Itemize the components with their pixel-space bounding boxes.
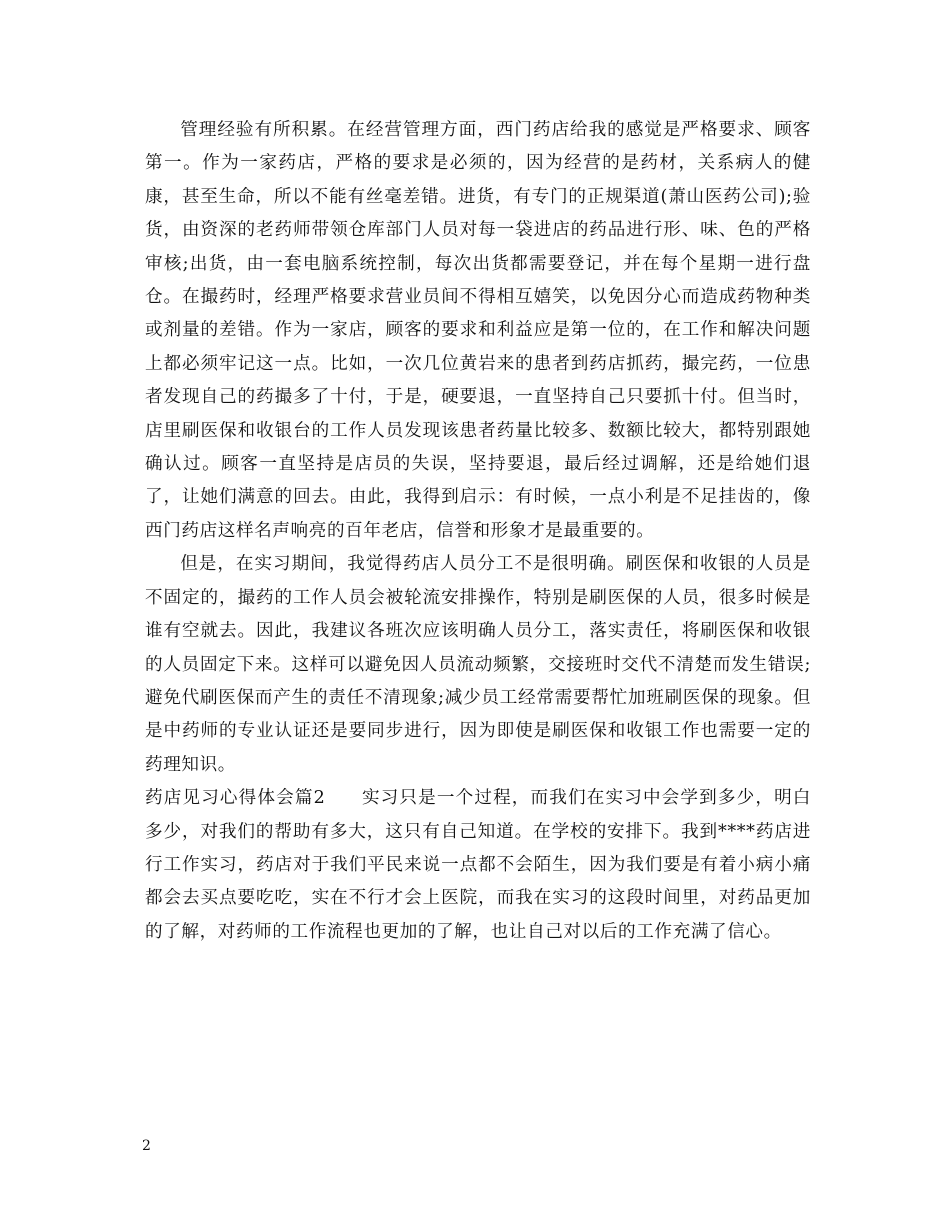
section-heading: 药店见习心得体会篇2 [145,788,326,809]
section-pharmacy-internship [145,782,811,949]
paragraph-management-experience: 管理经验有所积累。在经营管理方面，西门药店给我的感觉是严格要求、顾客第一。作为一家药店，严格的要求是必须的，因为经营的是药材，关系病人的健康，甚至生命，所以不能有丝毫差错。进货，有专门的正规渠道(萧山医药公司);验货，由资深的老药师带领仓库部门人员对每一袋进店的药品进行形、味、色的严格审核;出货，由一套电脑系统控制，每次出货都需要登记，并在每个星期一进行盘仓。在撮药时，经理严格要求营业员间不得相互嬉笑，以免因分心而造成药物种类或剂量的差错。作为一家店，顾客的要求和利益应是第一位的，在工作和解决问题上都必须牢记这一点。比如，一次几位黄岩来的患者到药店抓药，撮完药，一位患者发现自己的药撮多了十付，于是，硬要退，一直坚持自己只要抓十付。但当时，店里刷医保和收银台的工作人员发现该患者药量比较多、数额比较大，都特别跟她确认过。顾客一直坚持是店员的失误，坚持要退，最后经过调解，还是给她们退了，让她们满意的回去。由此，我得到启示：有时候，一点小利是不足挂齿的，像西门药店这样名声响亮的百年老店，信誉和形象才是最重要的。 [145,120,811,541]
section-text: 实习只是一个过程，而我们在实习中会学到多少，明白多少，对我们的帮助有多大，这只有自己知道。在学校的安排下。我到****药店进行工作实习，药店对于我们平民来说一点都不会陌生，因为我们要是有着小病小痛都会去买点要吃吃，实在不行才会上医院，而我在实习的这段时间里，对药品更加的了解，对药师的工作流程也更加的了解，也让自己对以后的工作充满了信心。 [145,788,812,942]
page-number: 2 [142,1138,151,1154]
paragraph-staff-division: 但是，在实习期间，我觉得药店人员分工不是很明确。刷医保和收银的人员是不固定的，撮药的工作人员会被轮流安排操作，特别是刷医保的人员，很多时候是谁有空就去。因此，我建议各班次应该明确人员分工，落实责任，将刷医保和收银的人员固定下来。这样可以避免因人员流动频繁，交接班时交代不清楚而发生错误;避免代刷医保而产生的责任不清现象;减少员工经常需要帮忙加班刷医保的现象。但是中药师的专业认证还是要同步进行，因为即使是刷医保和收银工作也需要一定的药理知识。 [145,554,811,775]
document-body [145,114,811,949]
